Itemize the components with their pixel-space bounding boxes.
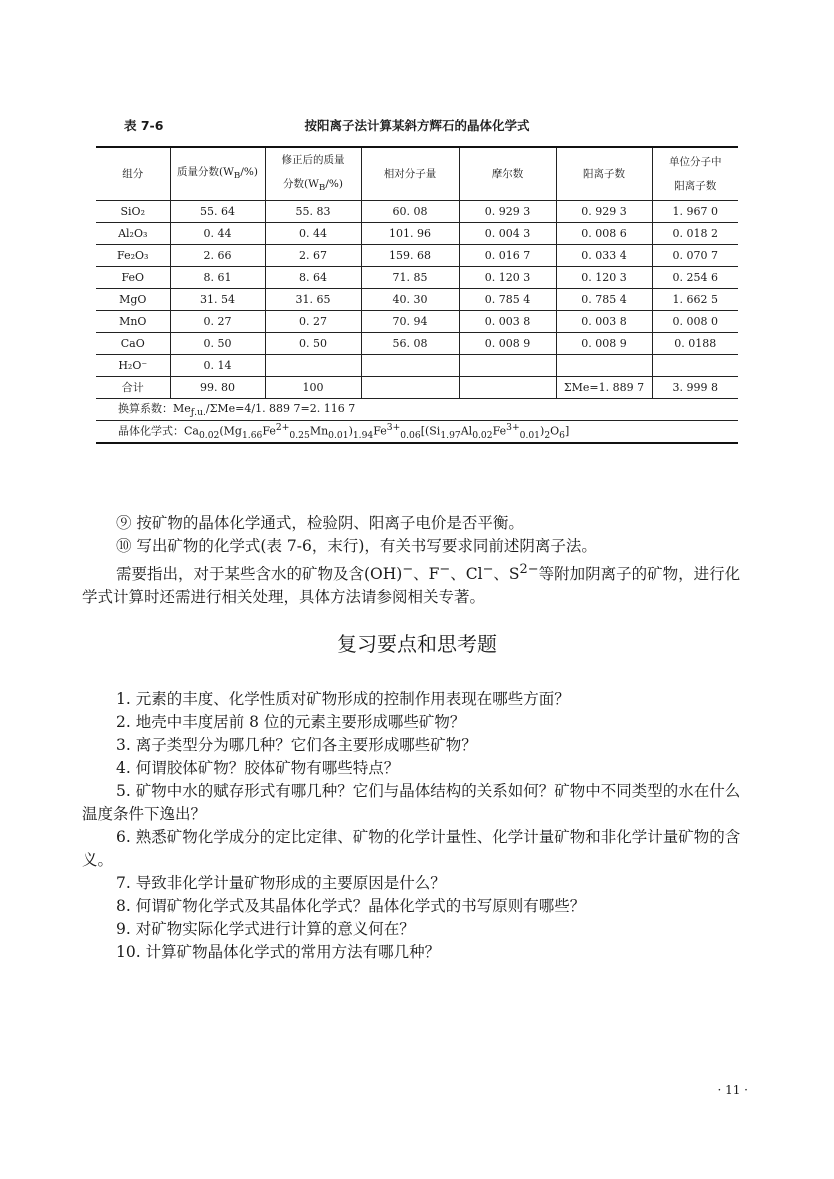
- value-cell: [361, 377, 459, 399]
- value-cell: 55. 83: [265, 201, 361, 223]
- value-cell: 101. 96: [361, 223, 459, 245]
- value-cell: 0. 120 3: [459, 267, 556, 289]
- value-cell: 0. 003 8: [556, 311, 652, 333]
- value-cell: ΣMe=1. 889 7: [556, 377, 652, 399]
- value-cell: 1. 662 5: [652, 289, 738, 311]
- value-cell: 0. 004 3: [459, 223, 556, 245]
- value-cell: 60. 08: [361, 201, 459, 223]
- review-questions: [82, 688, 754, 964]
- question-item: 6. 熟悉矿物化学成分的定比定律、矿物的化学计量性、化学计量矿物和非化学计量矿物的含义。: [82, 828, 741, 869]
- value-cell: 0. 120 3: [556, 267, 652, 289]
- value-cell: 1. 967 0: [652, 201, 738, 223]
- component-cell: 合计: [96, 377, 170, 399]
- value-cell: 40. 30: [361, 289, 459, 311]
- question-item: 4. 何谓胶体矿物？胶体矿物有哪些特点？: [116, 759, 400, 777]
- value-cell: 99. 80: [170, 377, 265, 399]
- value-cell: 0. 008 9: [556, 333, 652, 355]
- value-cell: [459, 377, 556, 399]
- value-cell: 31. 54: [170, 289, 265, 311]
- table-row: [96, 245, 738, 267]
- page-number: · 11 ·: [717, 1083, 748, 1097]
- header-cation-count: 阳离子数: [556, 147, 652, 201]
- step-9: ⑨ 按矿物的晶体化学通式，检验阴、阳离子电价是否平衡。: [116, 514, 524, 532]
- value-cell: 31. 65: [265, 289, 361, 311]
- value-cell: 0. 018 2: [652, 223, 738, 245]
- table-row: [96, 201, 738, 223]
- table-row: [96, 223, 738, 245]
- header-cations-per-unit: 单位分子中 阳离子数: [652, 147, 738, 201]
- component-cell: CaO: [96, 333, 170, 355]
- section-title: 复习要点和思考题: [337, 632, 497, 656]
- header-moles: 摩尔数: [459, 147, 556, 201]
- value-cell: [556, 355, 652, 377]
- question-item: 1. 元素的丰度、化学性质对矿物形成的控制作用表现在哪些方面？: [116, 690, 570, 708]
- question-item: 3. 离子类型分为哪几种？它们各主要形成哪些矿物？: [116, 736, 477, 754]
- value-cell: 2. 67: [265, 245, 361, 267]
- question-item: 9. 对矿物实际化学式进行计算的意义何在？: [116, 920, 415, 938]
- header-mass-fraction: 质量分数$(W_B/\%)$: [170, 147, 265, 201]
- component-cell: FeO: [96, 267, 170, 289]
- question-item: 8. 何谓矿物化学式及其晶体化学式？晶体化学式的书写原则有哪些？: [116, 897, 586, 915]
- table-row: [96, 311, 738, 333]
- value-cell: [459, 355, 556, 377]
- value-cell: 8. 64: [265, 267, 361, 289]
- component-cell: Fe₂O₃: [96, 245, 170, 267]
- table-row: [96, 377, 738, 399]
- value-cell: 0. 44: [170, 223, 265, 245]
- conversion-factor: 换算系数：$Me_{ƒ.u.}/\Sigma Me=4/1$. 889 7=2. 116 7: [96, 399, 738, 421]
- table-number: 表 7-6: [124, 118, 164, 133]
- value-cell: 3. 999 8: [652, 377, 738, 399]
- component-cell: MgO: [96, 289, 170, 311]
- table-row: [96, 267, 738, 289]
- calculation-notes: [82, 512, 754, 609]
- step-10: ⑩ 写出矿物的化学式(表 7-6，末行)，有关书写要求同前述阴离子法。: [116, 537, 597, 555]
- value-cell: 70. 94: [361, 311, 459, 333]
- value-cell: 71. 85: [361, 267, 459, 289]
- value-cell: 0. 254 6: [652, 267, 738, 289]
- header-component: 组分: [96, 147, 170, 201]
- value-cell: 100: [265, 377, 361, 399]
- value-cell: 0. 14: [170, 355, 265, 377]
- header-corrected-mass-fraction: 修正后的质量 分数$(W_B/\%)$: [265, 147, 361, 201]
- value-cell: 0. 27: [265, 311, 361, 333]
- value-cell: 0. 008 6: [556, 223, 652, 245]
- component-cell: SiO₂: [96, 201, 170, 223]
- table-row: [96, 333, 738, 355]
- header-molecular-weight: 相对分子量: [361, 147, 459, 201]
- crystal-formula-row: [96, 421, 738, 444]
- question-item: 7. 导致非化学计量矿物形成的主要原因是什么？: [116, 874, 446, 892]
- value-cell: 0. 003 8: [459, 311, 556, 333]
- value-cell: 0. 785 4: [459, 289, 556, 311]
- table-title: 按阳离子法计算某斜方辉石的晶体化学式: [304, 118, 530, 133]
- value-cell: 0. 929 3: [556, 201, 652, 223]
- value-cell: 0. 008 0: [652, 311, 738, 333]
- value-cell: [361, 355, 459, 377]
- value-cell: 0. 033 4: [556, 245, 652, 267]
- table-row: [96, 355, 738, 377]
- value-cell: 56. 08: [361, 333, 459, 355]
- component-cell: Al₂O₃: [96, 223, 170, 245]
- cation-calculation-table: [96, 146, 738, 444]
- conversion-factor-row: [96, 399, 738, 421]
- value-cell: 0. 0188: [652, 333, 738, 355]
- question-item: 5. 矿物中水的赋存形式有哪几种？它们与晶体结构的关系如何？矿物中不同类型的水在什么温度条件下逸出？: [82, 782, 741, 823]
- question-item: 10. 计算矿物晶体化学式的常用方法有哪几种？: [116, 943, 441, 961]
- value-cell: 0. 016 7: [459, 245, 556, 267]
- table-caption: [96, 112, 738, 134]
- value-cell: 0. 008 9: [459, 333, 556, 355]
- value-cell: 0. 44: [265, 223, 361, 245]
- value-cell: 2. 66: [170, 245, 265, 267]
- value-cell: 8. 61: [170, 267, 265, 289]
- value-cell: 0. 27: [170, 311, 265, 333]
- value-cell: [652, 355, 738, 377]
- component-cell: H₂O⁻: [96, 355, 170, 377]
- value-cell: 0. 785 4: [556, 289, 652, 311]
- table-header-row: [96, 147, 738, 201]
- value-cell: 0. 929 3: [459, 201, 556, 223]
- value-cell: 0. 50: [265, 333, 361, 355]
- value-cell: 0. 50: [170, 333, 265, 355]
- question-item: 2. 地壳中丰度居前 8 位的元素主要形成哪些矿物？: [116, 713, 466, 731]
- value-cell: 55. 64: [170, 201, 265, 223]
- value-cell: 159. 68: [361, 245, 459, 267]
- table-row: [96, 289, 738, 311]
- crystal-formula: 晶体化学式：$Ca_{0.02}(Mg_{1.66}Fe^{2+}_{0.25}Mn_{0.01})_{1.94}Fe^{3+}_{0.06}[(Si_{1.97}Al_{0.02}Fe^{3+}_{0.01})_2O_6]$: [96, 421, 738, 444]
- value-cell: [265, 355, 361, 377]
- value-cell: 0. 070 7: [652, 245, 738, 267]
- component-cell: MnO: [96, 311, 170, 333]
- additional-anion-note: 需要指出，对于某些含水的矿物及含(OH)−、F−、Cl−、$S^{2-}$等附加阴离子的矿物，进行化学式计算时还需进行相关处理，具体方法请参阅相关专著。: [82, 562, 741, 607]
